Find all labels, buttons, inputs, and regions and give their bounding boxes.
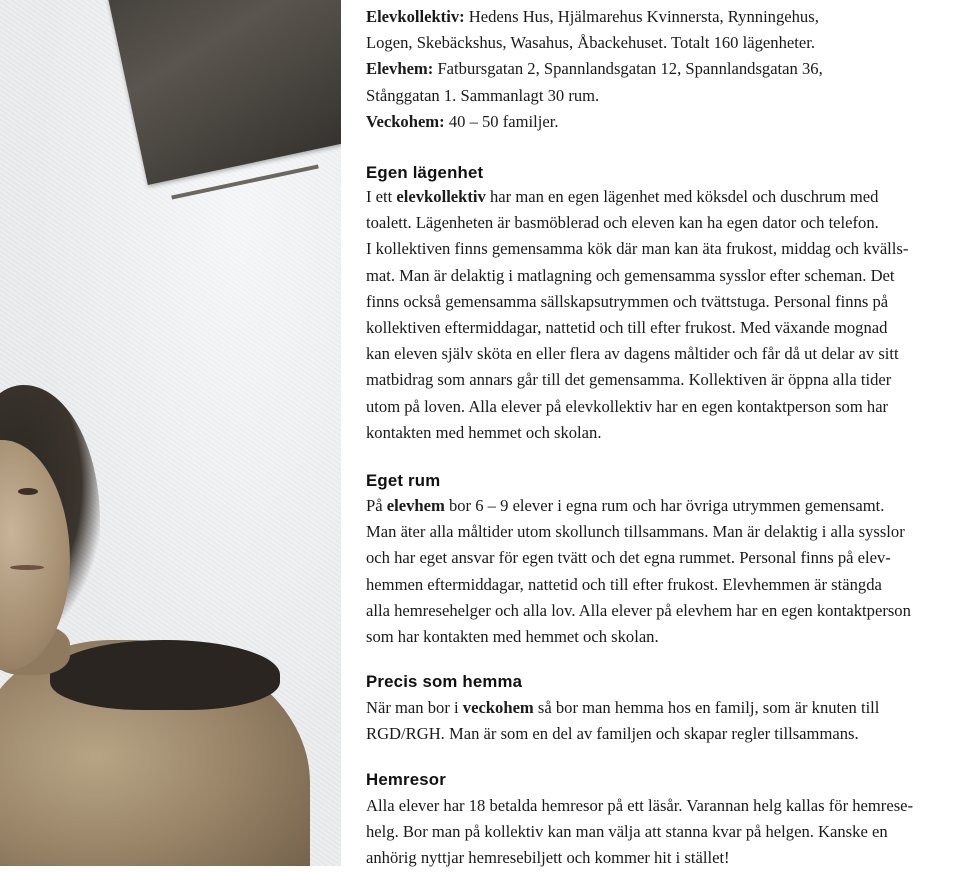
body-line — [366, 263, 908, 289]
elevkollektiv-label: Elevkollektiv: — [366, 7, 465, 26]
line-text: bor 6 – 9 elever i egna rum och har övriga utrymmen gemensamt. — [444, 496, 885, 515]
section-heading: Hemresor — [366, 770, 446, 789]
body-line — [366, 845, 913, 871]
veckohem-text: 40 – 50 familjer. — [444, 111, 559, 131]
line-text: har man en egen lägenhet med köksdel och duschrum med — [485, 187, 879, 206]
body-line — [366, 367, 908, 393]
elevkollektiv-text: Hedens Hus, Hjälmarehus Kvinnersta, Rynningehus, — [464, 7, 819, 26]
intro-line — [366, 56, 823, 82]
mouth — [10, 565, 44, 570]
line-text: alla hemresehelger och alla lov. Alla elever på elevhem har en egen kontaktperson — [366, 600, 911, 620]
intro-line — [366, 109, 823, 135]
body-line — [366, 519, 911, 545]
line-text: så bor man hemma hos en familj, som är knuten till — [533, 698, 880, 717]
body-line — [366, 493, 911, 519]
line-text: RGD/RGH. Man är som en del av familjen och skapar regler tillsammans. — [366, 724, 859, 744]
line-text: hemmen eftermiddagar, nattetid och till efter frukost. Elevhemmen är stängda — [366, 574, 882, 594]
section-body — [366, 184, 908, 446]
body-line — [366, 695, 879, 721]
line-text: som har kontakten med hemmet och skolan. — [366, 627, 659, 647]
section-body — [366, 793, 913, 872]
body-line — [366, 341, 908, 367]
eye — [18, 488, 38, 495]
emphasized-term: elevhem — [386, 496, 445, 515]
line-text: och har eget ansvar för egen tvätt och det egna rummet. Personal finns på elev- — [366, 548, 891, 568]
elevhem-label: Elevhem: — [366, 59, 434, 79]
veckohem-label: Veckohem: — [366, 111, 445, 131]
line-text: anhörig nyttjar hemresebiljett och kommer hit i stället! — [366, 848, 730, 868]
section-body — [366, 695, 879, 747]
body-line — [366, 598, 911, 624]
body-line — [366, 236, 908, 262]
body-line — [366, 721, 879, 747]
emphasized-term: veckohem — [462, 698, 534, 717]
body-line — [366, 624, 911, 650]
line-text: kan eleven själv sköta en eller flera av dagens måltider och får då ut delar av sitt — [366, 344, 899, 364]
body-line — [366, 420, 908, 446]
section-body — [366, 493, 911, 650]
body-line — [366, 793, 913, 819]
line-text: helg. Bor man på kollektiv kan man välja att stanna kvar på helgen. Kanske en — [366, 822, 888, 842]
line-text: kontakten med hemmet och skolan. — [366, 422, 602, 442]
emphasized-term: elevkollektiv — [396, 187, 486, 206]
body-line — [366, 210, 908, 236]
dark-collar — [50, 640, 280, 710]
body-line — [366, 289, 908, 315]
intro-block — [366, 4, 823, 135]
student-photo — [0, 0, 341, 866]
line-text: finns också gemensamma sällskapsutrymmen och tvättstuga. Personal finns på — [366, 291, 889, 311]
section-heading: Eget rum — [366, 471, 441, 490]
line-text: matbidrag som annars går till det gemensamma. Kollektiven är öppna alla tider — [366, 370, 892, 390]
body-line — [366, 184, 908, 210]
line-text: Man äter alla måltider utom skollunch tillsammans. Man är delaktig i alla sysslor — [366, 522, 905, 542]
intro-line — [366, 4, 823, 30]
intro-line: Logen, Skebäckshus, Wasahus, Åbackehuset. Totalt 160 lägenheter. — [366, 33, 815, 53]
line-text: kollektiven eftermiddagar, nattetid och till efter frukost. Med växande mognad — [366, 318, 888, 338]
line-text: utom på loven. Alla elever på elevkollektiv har en egen kontaktperson som har — [366, 396, 889, 416]
body-line — [366, 394, 908, 420]
line-text: Alla elever har 18 betalda hemresor på ett läsår. Varannan helg kallas för hemrese- — [366, 796, 914, 815]
body-line — [366, 315, 908, 341]
body-line — [366, 545, 911, 571]
line-text: I kollektiven finns gemensamma kök där man kan äta frukost, middag och kvälls- — [366, 239, 909, 259]
section-heading: Egen lägenhet — [366, 163, 484, 182]
section-heading: Precis som hemma — [366, 672, 523, 691]
line-text: I ett — [366, 187, 397, 206]
body-line — [366, 819, 913, 845]
intro-line: Stånggatan 1. Sammanlagt 30 rum. — [366, 85, 600, 105]
body-line — [366, 572, 911, 598]
line-text: På — [366, 496, 387, 515]
line-text: När man bor i — [366, 698, 463, 717]
line-text: toalett. Lägenheten är basmöblerad och eleven kan ha egen dator och telefon. — [366, 213, 879, 233]
line-text: mat. Man är delaktig i matlagning och gemensamma sysslor efter scheman. Det — [366, 265, 895, 285]
elevhem-text: Fatbursgatan 2, Spannlandsgatan 12, Spannlandsgatan 36, — [433, 59, 823, 79]
